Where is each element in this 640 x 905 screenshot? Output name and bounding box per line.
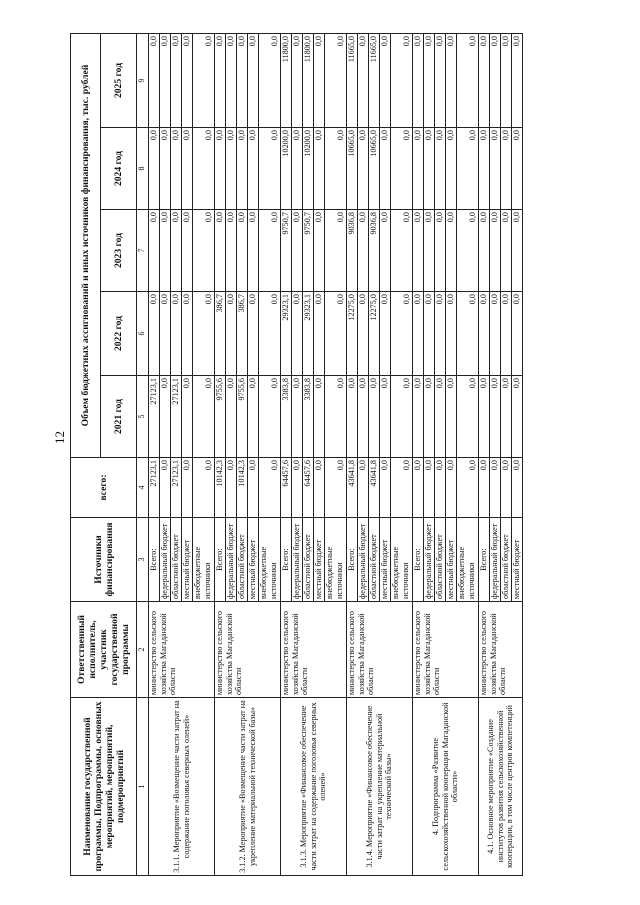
year-value: 0,0 (292, 292, 303, 376)
year-value: 0,0 (391, 376, 413, 458)
year-value: 11665,0 (369, 33, 380, 127)
header-year: 2024 год (101, 128, 137, 210)
year-value: 10200,0 (281, 128, 292, 210)
year-value: 0,0 (369, 376, 380, 458)
year-value: 0,0 (413, 210, 424, 292)
funding-source: областной бюджет (171, 518, 182, 602)
funding-source: местный бюджет (512, 518, 523, 602)
funding-source: областной бюджет (369, 518, 380, 602)
year-value: 0,0 (358, 376, 369, 458)
funding-source: внебюджетные источники (259, 518, 281, 602)
total-value: 10142,3 (215, 458, 226, 518)
table-row (413, 33, 424, 875)
funding-source: федеральный бюджет (358, 518, 369, 602)
year-value: 0,0 (182, 210, 193, 292)
year-value: 386,7 (215, 292, 226, 376)
year-value: 0,0 (193, 128, 215, 210)
column-number: 1 (137, 698, 149, 876)
year-value: 0,0 (292, 210, 303, 292)
total-value: 0,0 (226, 458, 237, 518)
year-value: 0,0 (248, 33, 259, 127)
year-value: 0,0 (182, 376, 193, 458)
funding-source: Всего: (347, 518, 358, 602)
year-value: 0,0 (424, 292, 435, 376)
header-executor: Ответственный исполнитель, участник государственной программы (71, 602, 137, 698)
year-value: 0,0 (149, 292, 160, 376)
year-value: 0,0 (160, 33, 171, 127)
funding-source: местный бюджет (446, 518, 457, 602)
year-value: 0,0 (446, 128, 457, 210)
funding-source: местный бюджет (182, 518, 193, 602)
year-value: 9036,8 (347, 210, 358, 292)
funding-source: внебюджетные источники (325, 518, 347, 602)
year-value: 9036,8 (369, 210, 380, 292)
year-value: 0,0 (413, 128, 424, 210)
total-value: 0,0 (391, 458, 413, 518)
total-value: 0,0 (512, 458, 523, 518)
year-value: 0,0 (512, 210, 523, 292)
year-value: 11800,0 (281, 33, 292, 127)
year-value: 0,0 (160, 376, 171, 458)
total-value: 64457,6 (281, 458, 292, 518)
activity-name: 3.1.3. Мероприятие «Финансовое обеспечение части затрат на содержание поголовья северных оленей» (281, 698, 347, 876)
year-value: 9750,7 (281, 210, 292, 292)
year-value: 0,0 (325, 210, 347, 292)
year-value: 0,0 (512, 128, 523, 210)
year-value: 0,0 (512, 292, 523, 376)
year-value: 27123,1 (149, 376, 160, 458)
year-value: 0,0 (446, 292, 457, 376)
year-value: 0,0 (215, 128, 226, 210)
year-value: 0,0 (171, 33, 182, 127)
year-value: 0,0 (292, 33, 303, 127)
year-value: 0,0 (380, 376, 391, 458)
table-row (479, 33, 490, 875)
year-value: 0,0 (314, 292, 325, 376)
column-number: 7 (137, 210, 149, 292)
year-value: 0,0 (149, 128, 160, 210)
header-year: 2022 год (101, 292, 137, 376)
year-value: 0,0 (501, 33, 512, 127)
year-value: 0,0 (226, 292, 237, 376)
year-value: 0,0 (391, 33, 413, 127)
year-value: 0,0 (435, 376, 446, 458)
funding-source: областной бюджет (237, 518, 248, 602)
header-year: 2023 год (101, 210, 137, 292)
activity-name: 3.1.4. Мероприятие «Финансовое обеспечение части затрат на укрепление материальной технической базы» (347, 698, 413, 876)
funding-source: областной бюджет (435, 518, 446, 602)
year-value: 0,0 (391, 292, 413, 376)
column-number: 6 (137, 292, 149, 376)
funding-source: внебюджетные источники (457, 518, 479, 602)
year-value: 0,0 (479, 128, 490, 210)
year-value: 0,0 (380, 210, 391, 292)
year-value: 0,0 (490, 128, 501, 210)
activity-name: 4. Подпрограмма «Развитие сельскохозяйственной кооперации Магаданской области» (413, 698, 479, 876)
funding-source: Всего: (479, 518, 490, 602)
total-value: 0,0 (259, 458, 281, 518)
column-number: 3 (137, 518, 149, 602)
funding-source: федеральный бюджет (226, 518, 237, 602)
year-value: 0,0 (501, 292, 512, 376)
year-value: 0,0 (413, 292, 424, 376)
table-row (281, 33, 292, 875)
year-value: 0,0 (314, 376, 325, 458)
year-value: 0,0 (501, 128, 512, 210)
total-value: 0,0 (292, 458, 303, 518)
year-value: 0,0 (457, 33, 479, 127)
year-value: 0,0 (248, 128, 259, 210)
year-value: 0,0 (435, 292, 446, 376)
year-value: 0,0 (435, 128, 446, 210)
year-value: 0,0 (171, 292, 182, 376)
column-number-row (137, 33, 149, 875)
total-value: 0,0 (380, 458, 391, 518)
year-value: 0,0 (457, 128, 479, 210)
year-value: 29323,1 (281, 292, 292, 376)
year-value: 12275,0 (369, 292, 380, 376)
year-value: 0,0 (424, 210, 435, 292)
total-value: 64457,6 (303, 458, 314, 518)
activity-name: 4.1. Основное мероприятие «Создание институтов развития сельскохозяйственной кооперации, в том числе центров компетенций (479, 698, 523, 876)
year-value: 0,0 (226, 210, 237, 292)
year-value: 0,0 (259, 128, 281, 210)
table-row (347, 33, 358, 875)
year-value: 0,0 (380, 292, 391, 376)
total-value: 27123,1 (149, 458, 160, 518)
year-value: 0,0 (171, 210, 182, 292)
activity-name: 3.1.2. Мероприятие «Возмещение части затрат на укрепление материальной технической базы» (215, 698, 281, 876)
year-value: 0,0 (391, 210, 413, 292)
table-body (149, 33, 523, 875)
funding-source: местный бюджет (248, 518, 259, 602)
executor: министерство сельского хозяйства Магаданской области (149, 602, 215, 698)
year-value: 0,0 (424, 376, 435, 458)
total-value: 0,0 (479, 458, 490, 518)
year-value: 386,7 (237, 292, 248, 376)
year-value: 0,0 (226, 376, 237, 458)
year-value: 0,0 (314, 33, 325, 127)
total-value: 0,0 (160, 458, 171, 518)
year-value: 9750,7 (303, 210, 314, 292)
year-value: 0,0 (182, 292, 193, 376)
year-value: 3383,8 (303, 376, 314, 458)
header-year: 2021 год (101, 376, 137, 458)
total-value: 0,0 (182, 458, 193, 518)
year-value: 3383,8 (281, 376, 292, 458)
year-value: 0,0 (259, 292, 281, 376)
year-value: 0,0 (391, 128, 413, 210)
rotated-page (70, 34, 580, 876)
year-value: 0,0 (325, 376, 347, 458)
year-value: 0,0 (149, 210, 160, 292)
year-value: 10665,0 (369, 128, 380, 210)
total-value: 0,0 (435, 458, 446, 518)
header-funding: Объем бюджетных ассигнований и иных источников финансирования, тыс. рублей (71, 33, 101, 457)
year-value: 0,0 (479, 292, 490, 376)
year-value: 0,0 (215, 33, 226, 127)
year-value: 0,0 (193, 292, 215, 376)
total-value: 10142,3 (237, 458, 248, 518)
total-value: 0,0 (457, 458, 479, 518)
year-value: 0,0 (490, 292, 501, 376)
total-value: 0,0 (424, 458, 435, 518)
funding-source: федеральный бюджет (490, 518, 501, 602)
total-value: 0,0 (325, 458, 347, 518)
year-value: 0,0 (226, 128, 237, 210)
year-value: 29323,1 (303, 292, 314, 376)
year-value: 0,0 (171, 128, 182, 210)
year-value: 0,0 (237, 210, 248, 292)
total-value: 27123,1 (171, 458, 182, 518)
year-value: 0,0 (215, 210, 226, 292)
year-value: 0,0 (512, 33, 523, 127)
funding-source: федеральный бюджет (160, 518, 171, 602)
funding-source: внебюджетные источники (391, 518, 413, 602)
year-value: 0,0 (193, 376, 215, 458)
table-row (215, 33, 226, 875)
year-value: 0,0 (248, 210, 259, 292)
year-value: 11800,0 (303, 33, 314, 127)
year-value: 0,0 (248, 376, 259, 458)
funding-source: федеральный бюджет (424, 518, 435, 602)
year-value: 0,0 (325, 33, 347, 127)
column-number: 2 (137, 602, 149, 698)
year-value: 0,0 (424, 33, 435, 127)
column-number: 9 (137, 33, 149, 127)
year-value: 0,0 (292, 128, 303, 210)
column-number: 4 (137, 458, 149, 518)
year-value: 27123,1 (171, 376, 182, 458)
year-value: 0,0 (413, 376, 424, 458)
header-source: Источники финансирования (71, 518, 137, 602)
year-value: 0,0 (479, 376, 490, 458)
year-value: 0,0 (237, 33, 248, 127)
total-value: 43641,8 (347, 458, 358, 518)
activity-name: 3.1.1. Мероприятие «Возмещение части затрат на содержание поголовья северных оленей» (149, 698, 215, 876)
year-value: 0,0 (446, 376, 457, 458)
year-value: 0,0 (435, 33, 446, 127)
table-row (149, 33, 160, 875)
year-value: 0,0 (347, 376, 358, 458)
year-value: 0,0 (160, 128, 171, 210)
year-value: 0,0 (380, 33, 391, 127)
total-value: 0,0 (501, 458, 512, 518)
total-value: 43641,8 (369, 458, 380, 518)
year-value: 0,0 (413, 33, 424, 127)
column-number: 8 (137, 128, 149, 210)
year-value: 0,0 (380, 128, 391, 210)
year-value: 0,0 (446, 33, 457, 127)
year-value: 9755,6 (215, 376, 226, 458)
executor: министерство сельского хозяйства Магаданской области (215, 602, 281, 698)
year-value: 0,0 (182, 33, 193, 127)
funding-source: федеральный бюджет (292, 518, 303, 602)
year-value: 0,0 (358, 210, 369, 292)
year-value: 0,0 (358, 292, 369, 376)
executor: министерство сельского хозяйства Магаданской области (347, 602, 413, 698)
year-value: 10665,0 (347, 128, 358, 210)
executor: министерство сельского хозяйства Магаданской области (413, 602, 479, 698)
year-value: 0,0 (490, 376, 501, 458)
funding-source: местный бюджет (380, 518, 391, 602)
year-value: 0,0 (182, 128, 193, 210)
year-value: 0,0 (292, 376, 303, 458)
year-value: 0,0 (446, 210, 457, 292)
year-value: 0,0 (512, 376, 523, 458)
year-value: 9755,6 (237, 376, 248, 458)
year-value: 10200,0 (303, 128, 314, 210)
total-value: 0,0 (358, 458, 369, 518)
year-value: 0,0 (259, 33, 281, 127)
funding-source: областной бюджет (501, 518, 512, 602)
total-value: 0,0 (413, 458, 424, 518)
year-value: 0,0 (259, 376, 281, 458)
year-value: 0,0 (237, 128, 248, 210)
total-value: 0,0 (193, 458, 215, 518)
financing-table (70, 33, 523, 876)
year-value: 0,0 (259, 210, 281, 292)
year-value: 11665,0 (347, 33, 358, 127)
year-value: 0,0 (424, 128, 435, 210)
total-value: 0,0 (490, 458, 501, 518)
funding-source: местный бюджет (314, 518, 325, 602)
year-value: 0,0 (325, 292, 347, 376)
page-number: 12 (52, 431, 67, 444)
year-value: 0,0 (490, 210, 501, 292)
year-value: 0,0 (248, 292, 259, 376)
funding-source: Всего: (281, 518, 292, 602)
year-value: 0,0 (457, 292, 479, 376)
year-value: 0,0 (314, 128, 325, 210)
year-value: 0,0 (160, 210, 171, 292)
year-value: 0,0 (193, 33, 215, 127)
header-name: Наименование государственной программы, Подпрограммы, основных мероприятий, мероприятий, подмероприятий (71, 698, 137, 876)
header-year: 2025 год (101, 33, 137, 127)
year-value: 0,0 (479, 210, 490, 292)
year-value: 0,0 (490, 33, 501, 127)
funding-source: Всего: (149, 518, 160, 602)
year-value: 0,0 (457, 376, 479, 458)
year-value: 0,0 (160, 292, 171, 376)
header-total: всего: (71, 458, 137, 518)
year-value: 0,0 (479, 33, 490, 127)
year-value: 0,0 (435, 210, 446, 292)
year-value: 0,0 (501, 210, 512, 292)
funding-source: Всего: (215, 518, 226, 602)
total-value: 0,0 (248, 458, 259, 518)
executor: министерство сельского хозяйства Магаданской области (479, 602, 523, 698)
total-value: 0,0 (314, 458, 325, 518)
year-value: 0,0 (358, 33, 369, 127)
year-value: 0,0 (226, 33, 237, 127)
funding-source: областной бюджет (303, 518, 314, 602)
year-value: 0,0 (358, 128, 369, 210)
year-value: 0,0 (325, 128, 347, 210)
year-value: 0,0 (501, 376, 512, 458)
executor: министерство сельского хозяйства Магаданской области (281, 602, 347, 698)
year-value: 0,0 (314, 210, 325, 292)
year-value: 12275,0 (347, 292, 358, 376)
year-value: 0,0 (149, 33, 160, 127)
total-value: 0,0 (446, 458, 457, 518)
year-value: 0,0 (193, 210, 215, 292)
funding-source: Всего: (413, 518, 424, 602)
funding-source: внебюджетные источники (193, 518, 215, 602)
year-value: 0,0 (457, 210, 479, 292)
column-number: 5 (137, 376, 149, 458)
